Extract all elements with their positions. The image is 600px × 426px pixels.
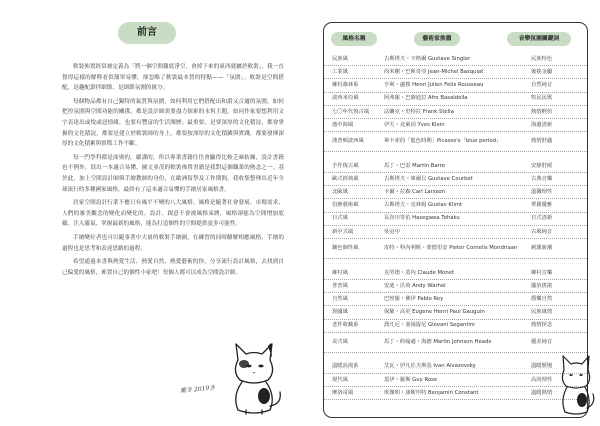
- style-name-cell: 新中式風: [332, 228, 354, 235]
- style-name-cell: 溫暖浪漫系: [332, 363, 359, 370]
- style-name-cell: 自然風: [332, 296, 348, 303]
- music-keyword-cell: 日式清新: [531, 215, 553, 222]
- music-keyword-cell: 擺放搖滾: [531, 282, 553, 289]
- music-keyword-cell: 熱情舒適: [531, 138, 553, 145]
- music-keyword-cell: 高尚理性: [531, 376, 553, 383]
- preface-paragraph: 希望通過本書與熱愛生活、熱愛自然、熱愛藝術的你，分享流行設計風格，去找到自己偏愛的風格，佈置自己的個性小家吧！每個人都可以成為空間設計師。: [62, 259, 284, 276]
- artist-cell: 保羅・高更 Eugene Henri Paul Gauguin: [384, 309, 485, 316]
- table-row: [324, 213, 587, 226]
- music-keyword-cell: 海邊清新: [531, 121, 553, 128]
- style-name-cell: 波西米亞風: [332, 95, 359, 102]
- table-row: [324, 106, 587, 119]
- artist-cell: 馬丁・巴雷 Martin Barre: [384, 162, 446, 169]
- artist-cell: 阿弗羅・巴薩迪拉 Afro Basaldella: [384, 95, 468, 102]
- style-name-cell: 老件收藏系: [332, 322, 359, 329]
- music-keyword-cell: 古風純音: [531, 228, 553, 235]
- cat-doodle-icon: [224, 338, 284, 418]
- music-keyword-cell: 古典音樂: [531, 175, 553, 182]
- column-header-music: 音樂氛圍關鍵詞: [507, 32, 571, 46]
- style-name-cell: 民族風: [332, 55, 348, 62]
- style-name-cell: 鄉村風: [332, 269, 348, 276]
- style-name-cell: 七〇年代復古風: [332, 108, 370, 115]
- music-keyword-cell: 熱情輕快: [531, 108, 553, 115]
- style-name-cell: 異國風: [332, 309, 348, 316]
- artist-cell: 古斯塔夫・庫爾貝 Gustave Courbet: [384, 175, 473, 182]
- table-body: [324, 53, 587, 400]
- table-row: [324, 333, 587, 353]
- music-keyword-cell: 鄉村音樂: [531, 269, 553, 276]
- artist-cell: 蓋伊・羅斯 Guy Rose: [384, 376, 438, 383]
- table-row: [324, 387, 587, 400]
- music-keyword-cell: 民族特色: [531, 55, 553, 62]
- table-row: [324, 173, 587, 186]
- music-keyword-cell: 牧民民歌: [531, 95, 553, 102]
- preface-paragraph: 手繪變好者也可以隨事著中大量的軟裝手繪圖，在練習的同時瞭解相應風格，手繪的過程也是思考和表達思路的過程。: [62, 234, 284, 252]
- artist-cell: 法蘭克・史特拉 Frank Stella: [384, 108, 454, 115]
- author-signature: 戴冬 2019.9: [179, 384, 216, 395]
- table-row: [324, 374, 587, 387]
- table-row: [324, 306, 587, 319]
- music-keyword-cell: 民族風情: [531, 309, 553, 316]
- artist-cell: 長谷川等伯 Hasegawa Tohaku: [384, 215, 460, 222]
- artist-cell: 古斯塔夫・辛格爾 Gustave Singler: [384, 55, 471, 62]
- preface-paragraph: 每一門學科都是深奧的，嚴謹的，所以專業書籍往往會顯得比較乏味枯燥，設計書籍也不例外。寫出一本適合易懂、圖文並茂的軟裝佈置書籍是我對這個職業的熱念之一。基於此，加上空間設計師與手繪教師的身份，在歐洲留學及工作期間，我收集整理出近年全球流行的多種國家風格，最終有了這本適合易懂的手繪居家風格書。: [62, 154, 284, 193]
- music-keyword-cell: 華麗優雅: [531, 202, 553, 209]
- style-name-cell: 鄉村森林系: [332, 82, 359, 89]
- artist-cell: 伊夫・克萊因 Yves Klein: [384, 121, 445, 128]
- table-row: [324, 66, 587, 79]
- style-name-cell: 普普風: [332, 282, 348, 289]
- artist-cell: 安迪・沃荷 Andy Warhol: [384, 282, 446, 289]
- artist-cell: 喬凡尼・塞岡提尼 Giovani Segantini: [384, 322, 475, 329]
- table-row: [324, 79, 587, 92]
- artist-cell: 畢卡索的「藍色時期」Picasso's「blue period」: [384, 138, 502, 145]
- style-name-cell: 俗雅藝術風: [332, 202, 359, 209]
- music-keyword-cell: 後搖金屬: [531, 68, 553, 75]
- style-name-cell: 手作復古風: [332, 162, 359, 169]
- style-name-cell: 地中海風: [332, 121, 354, 128]
- table-row: [324, 53, 587, 66]
- table-row: [324, 293, 587, 306]
- style-name-cell: 現代風: [332, 376, 348, 383]
- table-row: [324, 239, 587, 259]
- style-name-cell: 歐式經典風: [332, 175, 359, 182]
- table-row: [324, 361, 587, 374]
- artist-cell: 卡爾・拉森 Carl Larsson: [384, 189, 445, 196]
- style-table: [323, 22, 588, 418]
- music-keyword-cell: 自然純音: [531, 82, 553, 89]
- column-header-style: 風格名稱: [331, 32, 377, 46]
- style-name-cell: 漢普頓波西風: [332, 138, 364, 145]
- artist-cell: 亨利・盧梭 Henri Julien Felix Rousseau: [384, 82, 484, 89]
- preface-paragraph: 軟裝佈置經常被定義為「將一個空間徹底淨空，會掉下來的東西就屬於軟裝」，我一直覺得這樣的解釋看似簡單易懂，卻忽略了軟裝最本質的特點——「氛圍」。軟裝是空間搭配，是趣配諧拌細節，是細節氛圍的匯分。: [62, 64, 284, 92]
- table-row: [324, 186, 587, 199]
- table-row: [324, 132, 587, 152]
- page-title: 前言: [118, 22, 176, 44]
- music-keyword-cell: 溫暖愜慢: [531, 363, 553, 370]
- artist-cell: 皮特・科內利斯・蒙德里安 Pieter Cornelis Mondriaan: [384, 245, 518, 252]
- music-keyword-cell: 刺激新潮: [531, 245, 553, 252]
- music-keyword-cell: 優美純音: [531, 338, 553, 345]
- artist-cell: 尚米榭・巴斯奇亞 Jean-Michel Basquiat: [384, 68, 484, 75]
- style-name-cell: 美式風: [332, 338, 348, 345]
- style-name-cell: 摩洛哥風: [332, 389, 354, 396]
- artist-cell: 艾瓦・伊凡佐夫斯基 Ivan Aivazovsky: [384, 363, 476, 370]
- music-keyword-cell: 溫馨理性: [531, 189, 553, 196]
- artist-cell: 班傑明・康斯坦特 Benjamin Constant: [384, 389, 479, 396]
- artist-cell: 馬丁・約翰遜・海德 Martin Johnson Heade: [384, 338, 492, 345]
- artist-cell: 古斯塔夫・克林姆 Gustav Klimt: [384, 202, 463, 209]
- table-row: [324, 160, 587, 173]
- preface-paragraph: 居家空間設計行業不應只有風平不變的八大風格。風格是隨著社會發展、市場需求、人們的審美觀念的變化而變化的。設計、創意不會被風格束縛，風格卻能為空間增加底蘊、注入靈氣、掌握最新的風格，能為打造個性的空間提供更多可能性。: [62, 200, 284, 228]
- style-name-cell: 北歐風: [332, 189, 348, 196]
- artist-cell: 克勞德・莫內 Claude Monet: [384, 269, 455, 276]
- music-keyword-cell: 爵樂自然: [531, 296, 553, 303]
- table-row: [324, 280, 587, 293]
- style-name-cell: 日式風: [332, 215, 348, 222]
- music-keyword-cell: 溫暖熱情: [531, 389, 553, 396]
- column-header-artist: 藝術家推薦: [414, 32, 460, 46]
- cat-doodle-icon: [556, 352, 596, 418]
- table-row: [324, 119, 587, 132]
- music-keyword-cell: 熱情怪念: [531, 322, 553, 329]
- table-row: [324, 320, 587, 333]
- artist-cell: 巴勃羅・佛伊 Pablo Rey: [384, 296, 444, 303]
- table-row: [324, 226, 587, 239]
- table-row: [324, 93, 587, 106]
- preface-body: [62, 62, 284, 281]
- table-row: [324, 199, 587, 212]
- style-name-cell: 工業風: [332, 68, 348, 75]
- table-row: [324, 267, 587, 280]
- artist-cell: 吳冠中: [384, 228, 400, 235]
- preface-paragraph: 每個物品都有自己獨特的氣質與氛圍，如何利用它們搭配出和諧又合適的氛圍，如何把控氛圍與空間功能的關係，都是設計師需要盡力探索的永恆主題。如同作家要想利用文字表達出或悅或惡情緒，也要有豐富的生活閱歷；最重要，是要深厚的文化積淀，都會掌握的文化積淀，都要是建立於軟裝師的身上，都要按深厚的文化積澱與實踐，都要發揮深厚的文化積累與實際工作不斷。: [62, 98, 284, 148]
- style-name-cell: 鑲色個性風: [332, 245, 359, 252]
- music-keyword-cell: 安靜舒緩: [531, 162, 553, 169]
